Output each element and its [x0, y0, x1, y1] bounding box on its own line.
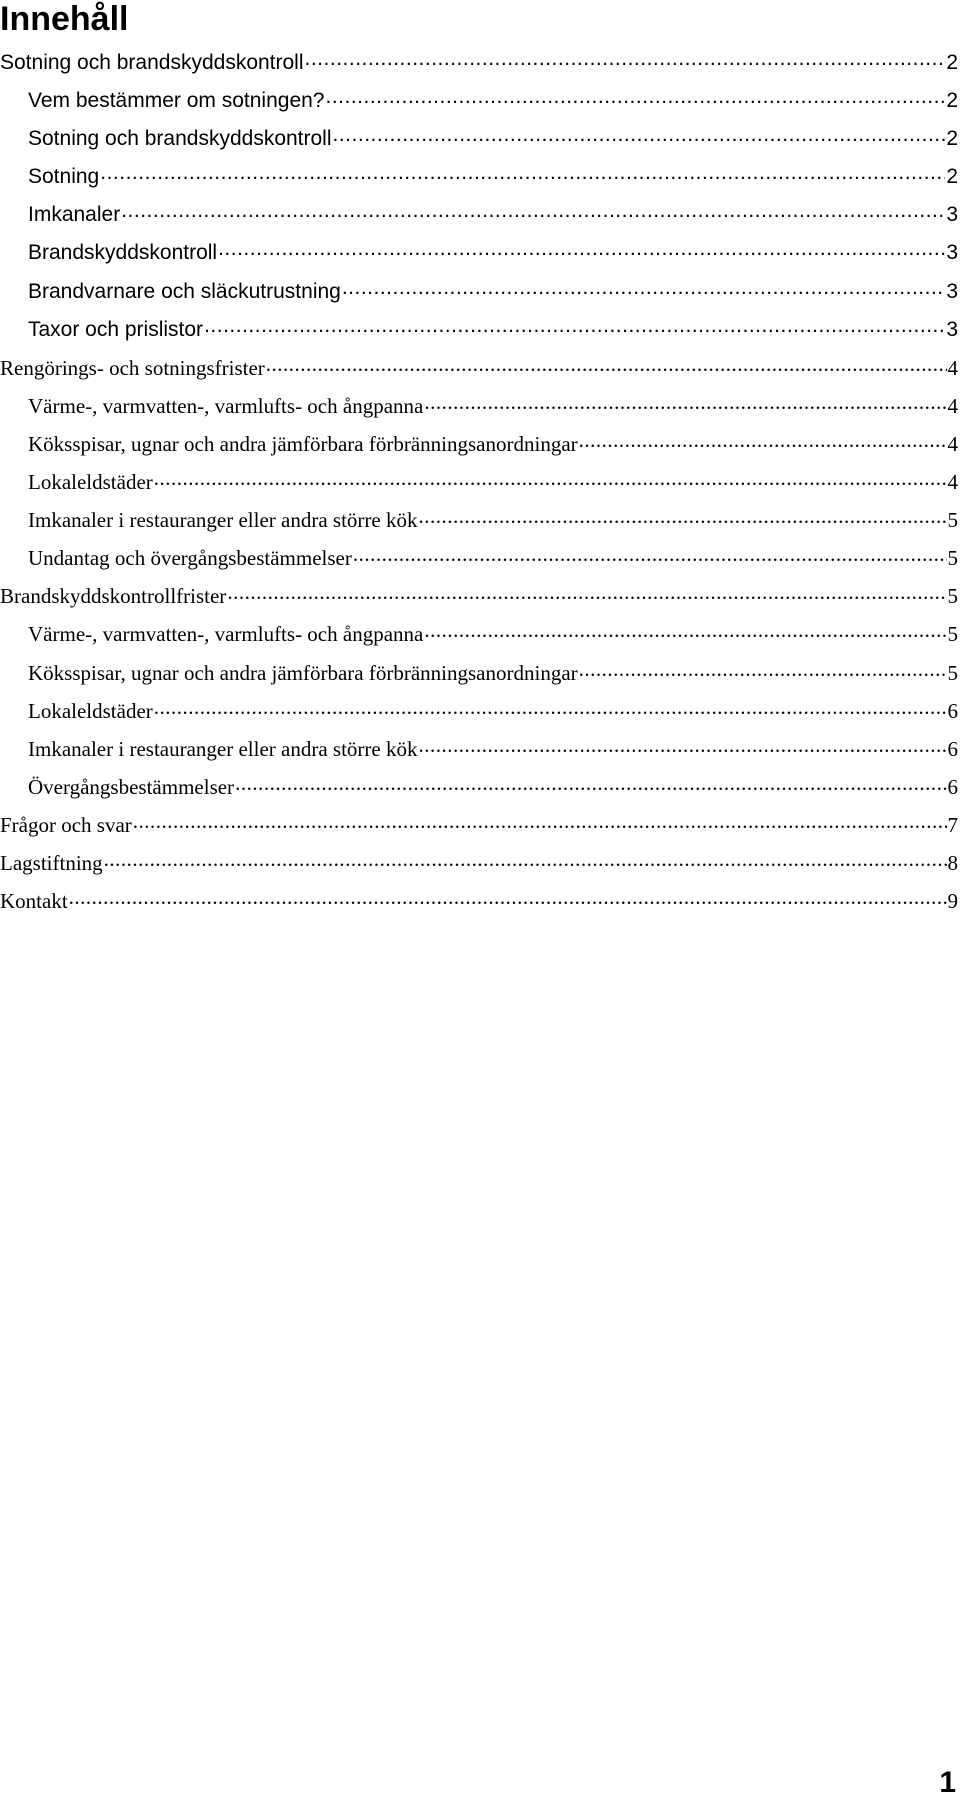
toc-entry[interactable] [0, 234, 958, 272]
toc-entry[interactable] [0, 158, 958, 196]
dot-leader [325, 86, 945, 107]
toc-entry-page-number[interactable]: 5 [947, 622, 958, 647]
toc-entry-label[interactable]: Imkanaler i restauranger eller andra större kök [28, 736, 418, 761]
toc-entry-label[interactable]: Vem bestämmer om sotningen? [28, 89, 325, 113]
toc-entry-page-number[interactable]: 5 [947, 508, 958, 533]
toc-entry-page-number[interactable]: 9 [947, 889, 958, 914]
toc-entry[interactable] [0, 349, 958, 387]
toc-entry-label[interactable]: Lagstiftning [0, 850, 103, 875]
toc-entry-label[interactable]: Kontakt [0, 889, 68, 914]
dot-leader [218, 238, 945, 259]
toc-entry-label[interactable]: Brandskyddskontrollfrister [0, 584, 227, 609]
toc-entry-page-number[interactable]: 3 [946, 203, 958, 227]
toc-entry-page-number[interactable]: 5 [947, 584, 958, 609]
toc-entry-label[interactable]: Brandvarnare och släckutrustning [28, 279, 341, 303]
toc-entry-label[interactable]: Köksspisar, ugnar och andra jämförbara förbränningsanordningar [28, 660, 578, 685]
toc-entry[interactable] [0, 730, 958, 768]
toc-entry[interactable] [0, 425, 958, 463]
toc-entry-label[interactable]: Värme-, varmvatten-, varmlufts- och ångpanna [28, 393, 424, 418]
toc-entry-label[interactable]: Brandskyddskontroll [28, 241, 218, 265]
dot-leader [235, 773, 946, 794]
toc-entry-page-number[interactable]: 4 [947, 355, 958, 380]
toc-entry[interactable] [0, 311, 958, 349]
toc-entry-label[interactable]: Lokaleldstäder [28, 698, 153, 723]
dot-leader [266, 354, 947, 375]
dot-leader [353, 544, 947, 565]
dot-leader [579, 430, 947, 451]
toc-entry[interactable] [0, 463, 958, 501]
toc-entry-page-number[interactable]: 2 [946, 165, 958, 189]
dot-leader [333, 124, 946, 145]
dot-leader [154, 697, 947, 718]
dot-leader [104, 849, 947, 870]
dot-leader [579, 659, 947, 680]
toc-entry[interactable] [0, 768, 958, 806]
toc-entry[interactable] [0, 654, 958, 692]
toc-entry-page-number[interactable]: 6 [947, 774, 958, 799]
toc-entry[interactable] [0, 806, 958, 844]
dot-leader [305, 48, 946, 69]
toc-entry-label[interactable]: Värme-, varmvatten-, varmlufts- och ångpanna [28, 622, 424, 647]
toc-entry-label[interactable]: Köksspisar, ugnar och andra jämförbara förbränningsanordningar [28, 431, 578, 456]
toc-entry[interactable] [0, 196, 958, 234]
toc-entry-page-number[interactable]: 7 [947, 812, 958, 837]
toc-entry-page-number[interactable]: 8 [947, 850, 958, 875]
dot-leader [418, 506, 946, 527]
dot-leader [133, 811, 947, 832]
dot-leader [121, 200, 945, 221]
toc-entry-page-number[interactable]: 2 [946, 89, 958, 113]
dot-leader [424, 620, 946, 641]
toc-entry-page-number[interactable]: 6 [947, 698, 958, 723]
toc-entry-label[interactable]: Övergångsbestämmelser [28, 774, 235, 799]
toc-entry[interactable] [0, 577, 958, 615]
toc-entry[interactable] [0, 615, 958, 653]
toc-entry-page-number[interactable]: 2 [946, 127, 958, 151]
dot-leader [204, 315, 945, 336]
toc-entry[interactable] [0, 539, 958, 577]
toc-entry[interactable] [0, 120, 958, 158]
toc-entry-page-number[interactable]: 3 [946, 279, 958, 303]
dot-leader [418, 735, 946, 756]
toc-entry-page-number[interactable]: 6 [947, 736, 958, 761]
toc-entry-page-number[interactable]: 3 [946, 317, 958, 341]
toc-entry-label[interactable]: Frågor och svar [0, 812, 132, 837]
dot-leader [100, 162, 945, 183]
toc-entry-page-number[interactable]: 5 [947, 660, 958, 685]
toc-entry[interactable] [0, 82, 958, 120]
toc-entry-page-number[interactable]: 4 [947, 470, 958, 495]
toc-entry[interactable] [0, 882, 958, 920]
toc-entry-page-number[interactable]: 5 [947, 546, 958, 571]
toc-entry[interactable] [0, 692, 958, 730]
toc-entry-page-number[interactable]: 4 [947, 431, 958, 456]
dot-leader [342, 277, 945, 298]
toc-entry[interactable] [0, 44, 958, 82]
toc-entry-page-number[interactable]: 3 [946, 241, 958, 265]
toc-entry-label[interactable]: Rengörings- och sotningsfrister [0, 355, 265, 380]
toc-entry-label[interactable]: Sotning och brandskyddskontroll [0, 51, 304, 74]
toc-entry-label[interactable]: Lokaleldstäder [28, 470, 153, 495]
toc-entry[interactable] [0, 387, 958, 425]
toc-entry-label[interactable]: Undantag och övergångsbestämmelser [28, 546, 352, 571]
toc-entry-label[interactable]: Imkanaler [28, 203, 121, 227]
toc-heading: Innehåll [0, 0, 129, 38]
toc-entry[interactable] [0, 844, 958, 882]
dot-leader [154, 468, 947, 489]
toc-entry-page-number[interactable]: 4 [947, 393, 958, 418]
dot-leader [69, 887, 947, 908]
toc-entry-page-number[interactable]: 2 [946, 51, 958, 74]
toc-entry[interactable] [0, 501, 958, 539]
toc-entry-label[interactable]: Sotning [28, 165, 100, 189]
dot-leader [227, 582, 946, 603]
toc-entry-label[interactable]: Sotning och brandskyddskontroll [28, 127, 332, 151]
toc-entry-label[interactable]: Taxor och prislistor [28, 317, 204, 341]
dot-leader [424, 392, 946, 413]
toc-entry-label[interactable]: Imkanaler i restauranger eller andra större kök [28, 508, 418, 533]
toc-entry[interactable] [0, 273, 958, 311]
page-number: 1 [939, 1766, 956, 1799]
table-of-contents [0, 44, 958, 920]
